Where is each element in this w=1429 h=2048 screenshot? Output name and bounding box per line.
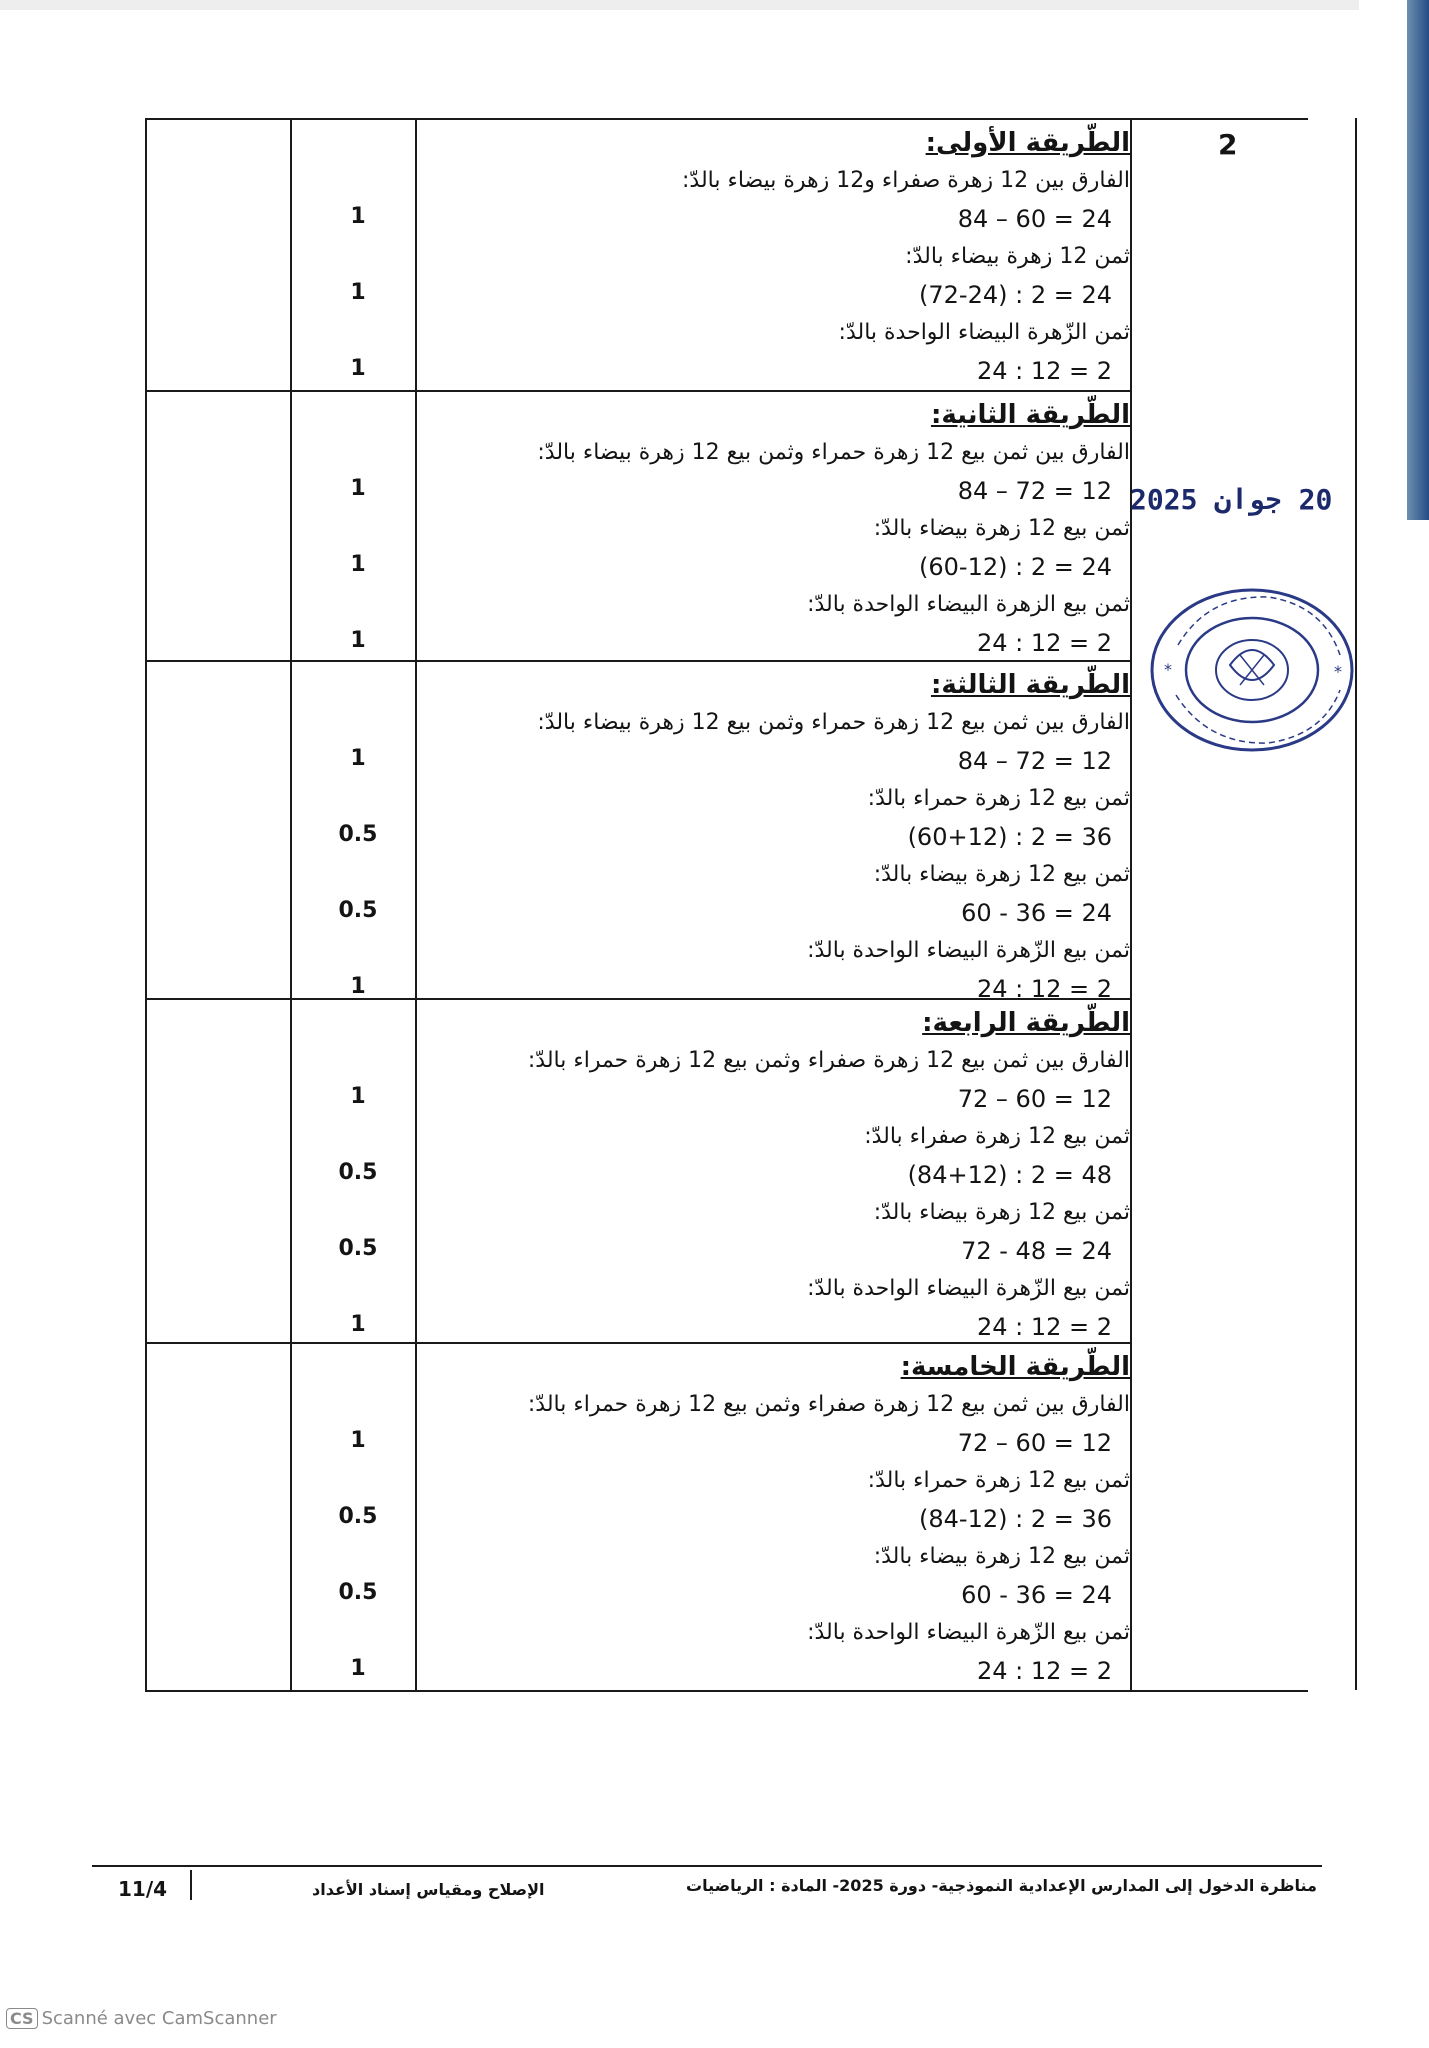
official-seal-icon [1148,585,1356,755]
column-divider-score-right [415,120,417,1690]
date-stamp: 20 جوان 2025 [1130,483,1333,516]
explanation-line: ثمن بيع 12 زهرة بيضاء بالدّ: [873,1200,1130,1225]
score-value: 1 [350,476,366,501]
calculation-line: 72 – 60 = 12 [957,1085,1112,1113]
explanation-line: الفارق بين ثمن بيع 12 زهرة صفراء وثمن بيع 12 زهرة حمراء بالدّ: [527,1048,1130,1073]
explanation-line: الفارق بين ثمن بيع 12 زهرة حمراء وثمن بيع 12 زهرة بيضاء بالدّ: [537,440,1130,465]
calculation-line: 24 : 12 = 2 [976,357,1112,385]
explanation-line: ثمن بيع الزّهرة البيضاء الواحدة بالدّ: [807,1620,1130,1645]
calculation-line: (60-12) : 2 = 24 [919,553,1112,581]
explanation-line: ثمن بيع 12 زهرة حمراء بالدّ: [867,786,1130,811]
score-value: 1 [350,280,366,305]
method-title: الطّريقة الرابعة: [922,1008,1130,1038]
score-value: 1 [350,552,366,577]
score-value: 0.5 [338,1504,378,1529]
calculation-line: 60 - 36 = 24 [961,1581,1112,1609]
explanation-line: الفارق بين ثمن بيع 12 زهرة صفراء وثمن بيع 12 زهرة حمراء بالدّ: [527,1392,1130,1417]
footer-separator [190,1870,192,1900]
row-divider-1 [147,390,1130,392]
method-block [430,1004,1130,1346]
calculation-line: (72-24) : 2 = 24 [919,281,1112,309]
score-value: 1 [350,1428,366,1453]
footer-rule [92,1865,1322,1867]
footer-exam-title: مناظرة الدخول إلى المدارس الإعدادية النموذجية- دورة 2025- المادة : الرياضيات [686,1876,1317,1895]
score-value: 0.5 [338,822,378,847]
score-value: 1 [350,1312,366,1337]
score-value: 1 [350,746,366,771]
calculation-line: 60 - 36 = 24 [961,899,1112,927]
camscanner-logo-icon: CS [6,2008,38,2029]
camscanner-watermark [6,2008,277,2029]
calculation-line: 84 – 72 = 12 [957,747,1112,775]
calculation-line: 72 - 48 = 24 [961,1237,1112,1265]
calculation-line: 24 : 12 = 2 [976,629,1112,657]
page-number: 11/4 [118,1877,168,1901]
calculation-line: 72 – 60 = 12 [957,1429,1112,1457]
method-block [430,1348,1130,1690]
table-right-border [1355,118,1357,1690]
background-blue-edge [1407,0,1429,520]
explanation-line: ثمن بيع 12 زهرة حمراء بالدّ: [867,1468,1130,1493]
question-number: 2 [1218,128,1238,161]
score-value: 1 [350,628,366,653]
score-value: 1 [350,974,366,999]
method-title: الطّريقة الثانية: [930,400,1130,430]
calculation-line: 84 – 60 = 24 [957,205,1112,233]
method-block [430,396,1130,662]
calculation-line: 24 : 12 = 2 [976,975,1112,1003]
explanation-line: ثمن بيع 12 زهرة صفراء بالدّ: [864,1124,1130,1149]
explanation-line: ثمن 12 زهرة بيضاء بالدّ: [905,244,1130,269]
score-value: 0.5 [338,1160,378,1185]
calculation-line: 24 : 12 = 2 [976,1313,1112,1341]
explanation-line: ثمن بيع الزهرة البيضاء الواحدة بالدّ: [807,592,1130,617]
score-value: 1 [350,1084,366,1109]
explanation-line: ثمن بيع 12 زهرة بيضاء بالدّ: [873,862,1130,887]
calculation-line: 84 – 72 = 12 [957,477,1112,505]
calculation-line: (60+12) : 2 = 36 [907,823,1112,851]
method-block [430,666,1130,1008]
column-divider-score-left [290,120,292,1690]
score-value: 1 [350,204,366,229]
explanation-line: ثمن بيع الزّهرة البيضاء الواحدة بالدّ: [807,1276,1130,1301]
method-title: الطّريقة الثالثة: [930,670,1130,700]
score-value: 0.5 [338,898,378,923]
method-title: الطّريقة الخامسة: [900,1352,1130,1382]
score-value: 0.5 [338,1236,378,1261]
explanation-line: الفارق بين 12 زهرة صفراء و12 زهرة بيضاء بالدّ: [682,168,1130,193]
score-value: 1 [350,1656,366,1681]
score-value: 1 [350,356,366,381]
explanation-line: ثمن الزّهرة البيضاء الواحدة بالدّ: [838,320,1130,345]
calculation-line: 24 : 12 = 2 [976,1657,1112,1685]
method-block [430,124,1130,390]
explanation-line: ثمن بيع 12 زهرة بيضاء بالدّ: [873,1544,1130,1569]
footer-correction-label: الإصلاح ومقياس إسناد الأعداد [312,1880,545,1899]
page-top-edge [0,0,1429,10]
watermark-text: Scanné avec CamScanner [41,2008,277,2029]
svg-text:*: * [1164,660,1172,679]
column-divider-number [1130,120,1132,1690]
calculation-line: (84+12) : 2 = 48 [907,1161,1112,1189]
score-value: 0.5 [338,1580,378,1605]
explanation-line: ثمن بيع الزّهرة البيضاء الواحدة بالدّ: [807,938,1130,963]
svg-text:*: * [1334,662,1342,681]
explanation-line: الفارق بين ثمن بيع 12 زهرة حمراء وثمن بيع 12 زهرة بيضاء بالدّ: [537,710,1130,735]
method-title: الطّريقة الأولى: [925,128,1130,158]
calculation-line: (84-12) : 2 = 36 [919,1505,1112,1533]
explanation-line: ثمن بيع 12 زهرة بيضاء بالدّ: [873,516,1130,541]
